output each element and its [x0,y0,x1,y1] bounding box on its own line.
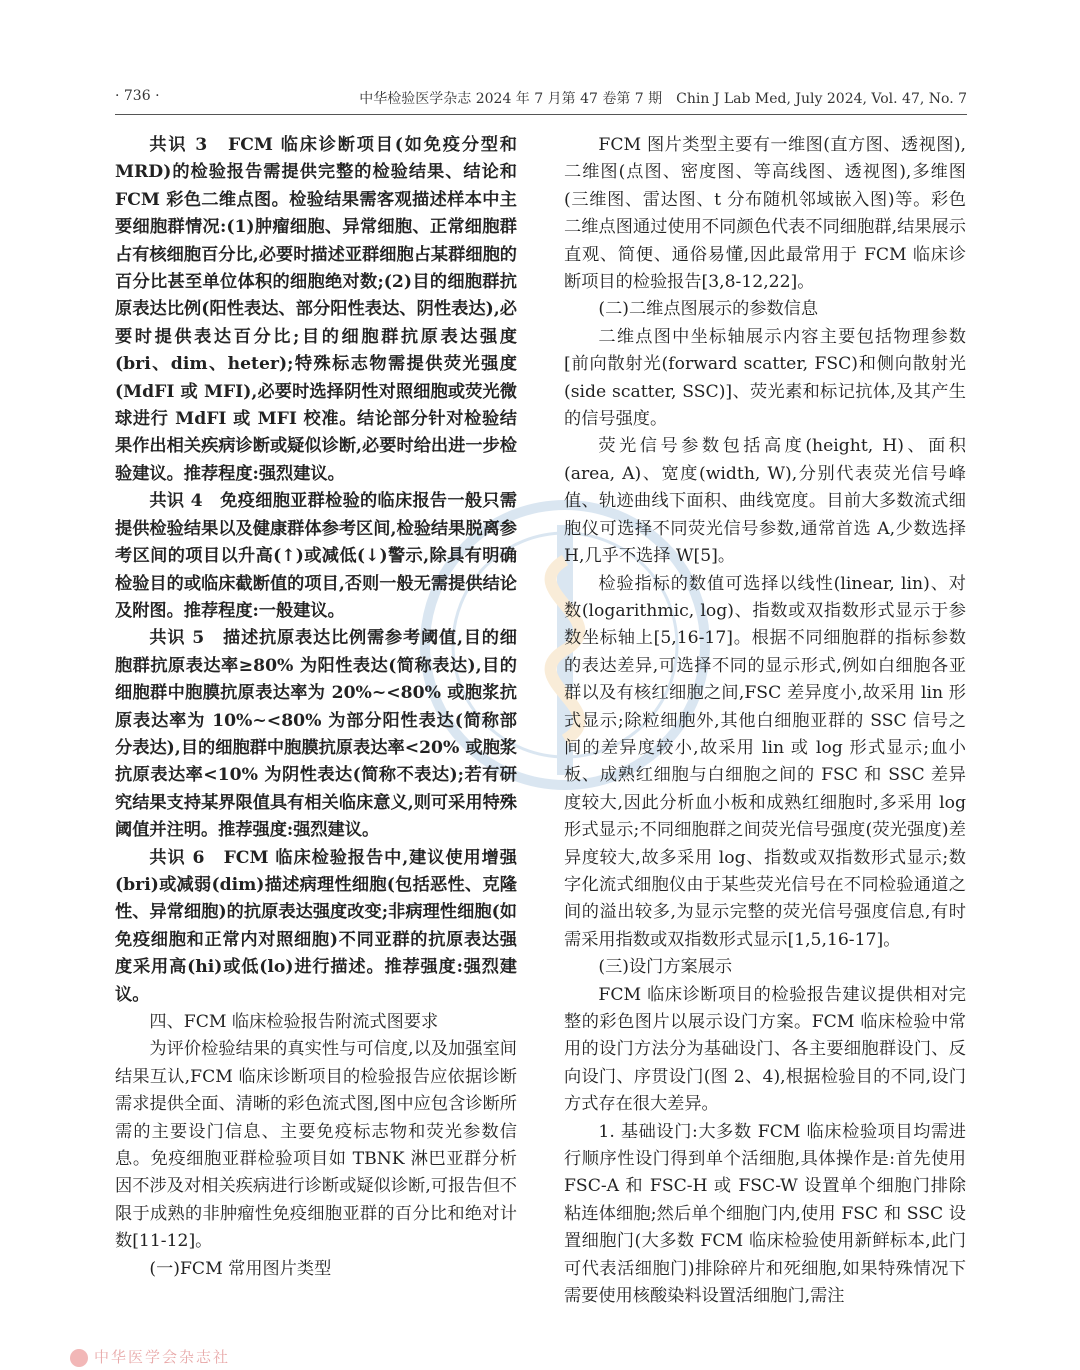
paragraph: 1. 基础设门:大多数 FCM 临床检验项目均需进行顺序性设门得到单个活细胞,具体操作是:首先使用 FSC-A 和 FSC-H 或 FSC-W 设置单个细胞门排除粘连体细胞;然后单个细胞门内,使用 FSC 和 SSC 设置细胞门(大多数 FCM 临床检验使用新鲜标本,此门可代表活细胞门)排除碎片和死细胞,如果特殊情况下需要使用核酸染料设置活细胞门,需注 [564,1121,966,1307]
paragraph: (一)FCM 常用图片类型 [149,1258,332,1279]
right-column [564,132,966,1310]
paragraph: FCM 图片类型主要有一维图(直方图、透视图),二维图(点图、密度图、等高线图、透视图),多维图(三维图、雷达图、t 分布随机邻域嵌入图)等。彩色二维点图通过使用不同颜色代表不同细胞群,结果展示直观、简便、通俗易懂,因此最常用于 FCM 临床诊断项目的检验报告[3,8-12,22]。 [564,135,966,293]
running-header [115,86,967,112]
paragraph: 为评价检验结果的真实性与可信度,以及加强室间结果互认,FCM 临床诊断项目的检验报告应依据诊断需求提供全面、清晰的彩色流式图,图中应包含诊断所需的主要设门信息、主要免疫标志物和荧光参数信息。免疫细胞亚群检验项目如 TBNK 淋巴亚群分析因不涉及对相关疾病进行诊断或疑似诊断,可报告但不限于成熟的非肿瘤性免疫细胞亚群的百分比和绝对计数[11-12]。 [115,1039,517,1252]
footer-watermark-text: 中华医学会杂志社 [94,1348,231,1366]
left-column [115,132,517,1283]
paragraph: 共识 5 描述抗原表达比例需参考阈值,目的细胞群抗原表达率≥80% 为阳性表达(简称表达),目的细胞群中胞膜抗原表达率为 20%~<80% 或胞浆抗原表达率为 10%~<80% 为部分阳性表达(简称部分表达),目的细胞群中胞膜抗原表达率<20% 或胞浆抗原表达率<10% 为阴性表达(简称不表达);若有研究结果支持某界限值具有相关临床意义,则可采用特殊阈值并注明。推荐强度:强烈建议。 [115,628,517,841]
paragraph: 荧光信号参数包括高度(height, H)、面积(area, A)、宽度(width, W),分别代表荧光信号峰值、轨迹曲线下面积、曲线宽度。目前大多数流式细胞仪可选择不同荧光信号参数,通常首选 A,少数选择 H,几乎不选择 W[5]。 [564,436,966,567]
header-rule [115,114,967,115]
paragraph: (三)设门方案展示 [598,957,733,978]
page-number: · 736 · [115,88,160,104]
paragraph: 共识 3 FCM 临床诊断项目(如免疫分型和 MRD)的检验报告需提供完整的检验结果、结论和 FCM 彩色二维点图。检验结果需客观描述样本中主要细胞群情况:(1)肿瘤细胞、异常细胞、正常细胞群占有核细胞百分比,必要时描述亚群细胞占某群细胞的百分比甚至单位体积的细胞绝对数;(2)目的细胞群抗原表达比例(阳性表达、部分阳性表达、阴性表达),必要时提供表达百分比;目的细胞群抗原表达强度(bri、dim、heter);特殊标志物需提供荧光强度(MdFI 或 MFI),必要时选择阴性对照细胞或荧光微球进行 MdFI 或 MFI 校准。结论部分针对检验结果作出相关疾病诊断或疑似诊断,必要时给出进一步检验建议。推荐程度:强烈建议。 [115,135,517,484]
paragraph: FCM 临床诊断项目的检验报告建议提供相对完整的彩色图片以展示设门方案。FCM 临床检验中常用的设门方法分为基础设门、各主要细胞群设门、反向设门、序贯设门(图 2、4),根据检验目的不同,设门方式存在很大差异。 [564,984,966,1115]
paragraph: 四、FCM 临床检验报告附流式图要求 [149,1012,439,1032]
paragraph: (二)二维点图展示的参数信息 [598,299,819,320]
running-title: 中华检验医学杂志 2024 年 7 月第 47 卷第 7 期 Chin J Lab Med, July 2024, Vol. 47, No. 7 [359,91,967,107]
paragraph: 检验指标的数值可选择以线性(linear, lin)、对数(logarithmic, log)、指数或双指数形式显示于参数坐标轴上[5,16-17]。根据不同细胞群的指标参数的表达差异,可选择不同的显示形式,例如白细胞各亚群以及有核红细胞之间,FSC 差异度小,故采用 lin 形式显示;除粒细胞外,其他白细胞亚群的 SSC 信号之间的差异度较小,故采用 lin 或 log 形式显示;血小板、成熟红细胞与白细胞之间的 FSC 和 SSC 差异度较大,因此分析血小板和成熟红细胞时,多采用 log 形式显示;不同细胞群之间荧光信号强度(荧光强度)差异度较大,故多采用 log、指数或双指数形式显示;数字化流式细胞仪由于某些荧光信号在不同检验通道之间的溢出较多,为显示完整的荧光信号强度信息,有时需采用指数或双指数形式显示[1,5,16-17]。 [564,573,966,950]
footer-watermark [70,1346,230,1367]
paragraph: 共识 6 FCM 临床检验报告中,建议使用增强(bri)或减弱(dim)描述病理性细胞(包括恶性、克隆性、异常细胞)的抗原表达强度改变;非病理性细胞(如免疫细胞和正常内对照细胞)不同亚群的抗原表达强度采用高(hi)或低(lo)进行描述。推荐强度:强烈建议。 [115,847,517,1005]
seal-icon [70,1349,88,1367]
paragraph: 二维点图中坐标轴展示内容主要包括物理参数[前向散射光(forward scatter, FSC)和侧向散射光(side scatter, SSC)]、荧光素和标记抗体,及其产生的信号强度。 [564,326,966,430]
paragraph: 共识 4 免疫细胞亚群检验的临床报告一般只需提供检验结果以及健康群体参考区间,检验结果脱离参考区间的项目以升高(↑)或减低(↓)警示,除具有明确检验目的或临床截断值的项目,否则一般无需提供结论及附图。推荐程度:一般建议。 [115,491,517,621]
